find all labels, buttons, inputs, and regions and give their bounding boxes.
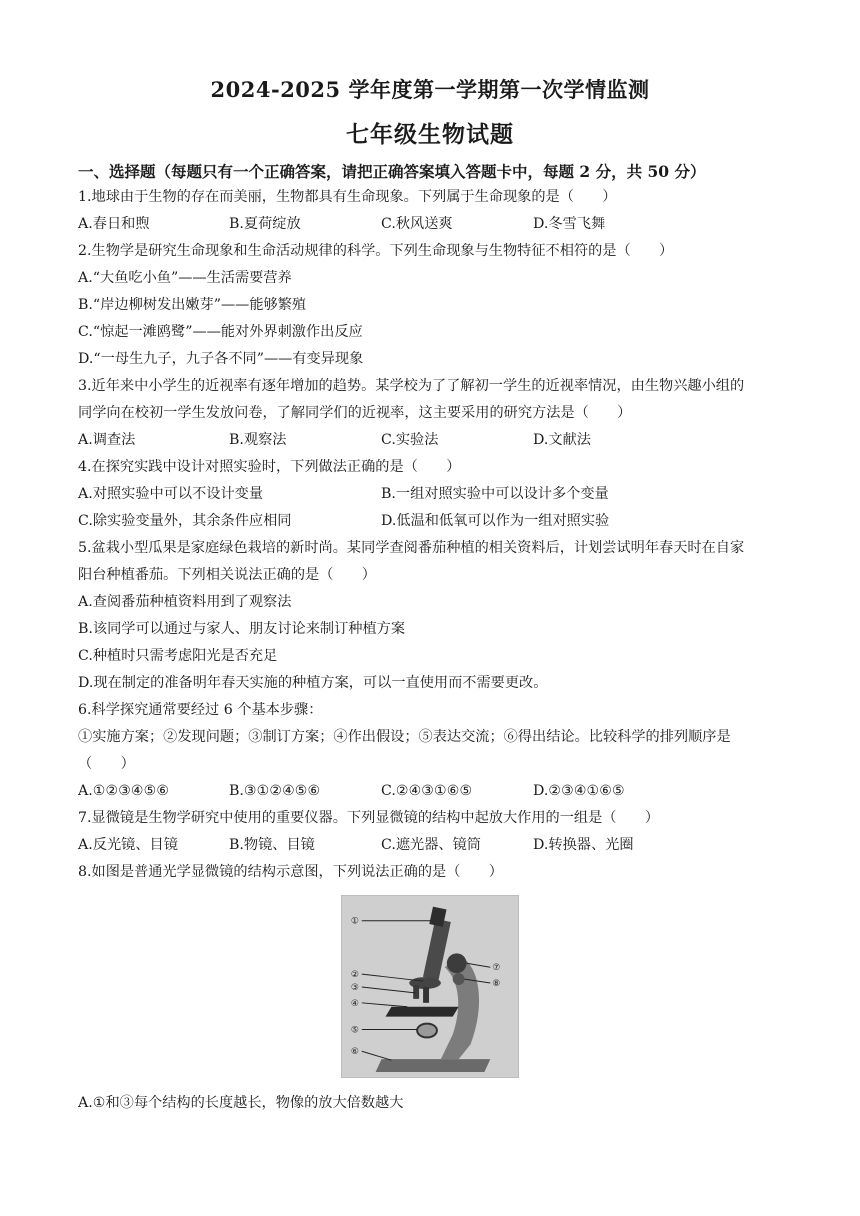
label-line-2 [362, 974, 423, 981]
question-1-option-d: D.冬雪飞舞 [533, 216, 606, 232]
question-4-option-d: D.低温和低氧可以作为一组对照实验 [381, 513, 610, 529]
question-8-stem: 8.如图是普通光学显微镜的结构示意图，下列说法正确的是（ ） [78, 864, 503, 880]
question-3-stem-line2: 同学向在校初一学生发放问卷，了解同学们的近视率，这主要采用的研究方法是（ ） [78, 405, 632, 421]
figure-label-8: ⑧ [492, 979, 501, 990]
question-4-option-b: B.一组对照实验中可以设计多个变量 [381, 486, 609, 502]
question-2-option-d: D.“一母生九子，九子各不同”——有变异现象 [78, 351, 364, 367]
coarse-focus-knob [447, 953, 467, 973]
question-5-stem-line1: 5.盆栽小型瓜果是家庭绿色栽培的新时尚。某同学查阅番茄种植的相关资料后，计划尝试明年春天时在自家 [78, 540, 745, 556]
question-5-stem-line2: 阳台种植番茄。下列相关说法正确的是（ ） [78, 567, 376, 583]
question-5-option-d: D.现在制定的准备明年春天实施的种植方案，可以一直使用而不需要更改。 [78, 675, 548, 691]
question-3-option-c: C.实验法 [381, 432, 439, 448]
objective-lens-1 [413, 985, 419, 999]
question-5-option-a: A.查阅番茄种植资料用到了观察法 [78, 594, 292, 610]
microscope-mirror [417, 1024, 437, 1038]
question-3-option-d: D.文献法 [533, 432, 591, 448]
fine-focus-knob [453, 973, 465, 985]
question-5-option-b: B.该同学可以通过与家人、朋友讨论来制订种植方案 [78, 621, 406, 637]
question-6-stem-line1: 6.科学探究通常要经过 6 个基本步骤： [78, 702, 323, 718]
question-1-option-b: B.夏荷绽放 [229, 216, 301, 232]
microscope-diagram [342, 896, 518, 1077]
question-2-stem: 2.生物学是研究生命现象和生命活动规律的科学。下列生命现象与生物特征不相符的是（ ） [78, 243, 674, 259]
section-heading: 一、选择题（每题只有一个正确答案，请把正确答案填入答题卡中，每题 2 分，共 50 分） [78, 162, 706, 181]
question-5-option-c: C.种植时只需考虑阳光是否充足 [78, 648, 278, 664]
question-7-option-b: B.物镜、目镜 [229, 837, 315, 853]
microscope-body-tube [423, 919, 451, 980]
question-3-option-a: A.调查法 [78, 432, 136, 448]
question-7-option-d: D.转换器、光圈 [533, 837, 634, 853]
figure-label-6: ⑥ [350, 1047, 359, 1058]
question-1-stem: 1.地球由于生物的存在而美丽，生物都具有生命现象。下列属于生命现象的是（ ） [78, 189, 617, 205]
question-2-option-c: C.“惊起一滩鸥鹭”——能对外界刺激作出反应 [78, 324, 363, 340]
question-4-stem: 4.在探究实践中设计对照实验时，下列做法正确的是（ ） [78, 459, 461, 475]
exam-subtitle: 七年级生物试题 [346, 121, 514, 148]
figure-label-4: ④ [350, 998, 359, 1009]
question-7-option-c: C.遮光器、镜筒 [381, 837, 481, 853]
figure-label-3: ③ [350, 982, 359, 993]
question-2-option-a: A.“大鱼吃小鱼”——生活需要营养 [78, 270, 292, 286]
question-6-stem-line3: （ ） [78, 756, 135, 772]
question-6-option-b: B.③①②④⑤⑥ [229, 783, 321, 799]
label-line-6 [362, 1051, 392, 1060]
microscope-stage [386, 1007, 459, 1017]
question-4-option-c: C.除实验变量外，其余条件应相同 [78, 513, 292, 529]
question-6-option-d: D.②③④①⑥⑤ [533, 783, 625, 799]
question-6-stem-line2: ①实施方案；②发现问题；③制订方案；④作出假设；⑤表达交流；⑥得出结论。比较科学的排列顺序是 [78, 729, 731, 745]
question-6-option-c: C.②④③①⑥⑤ [381, 783, 473, 799]
question-3-stem-line1: 3.近年来中小学生的近视率有逐年增加的趋势。某学校为了了解初一学生的近视率情况，由生物兴趣小组的 [78, 378, 745, 394]
microscope-figure [341, 895, 519, 1078]
figure-label-5: ⑤ [350, 1025, 359, 1036]
exam-title: 2024-2025 学年度第一学期第一次学情监测 [210, 77, 650, 102]
question-1-option-a: A.春日和煦 [78, 216, 150, 232]
figure-label-1: ① [350, 916, 359, 927]
figure-label-7: ⑦ [492, 963, 501, 974]
question-7-stem: 7.显微镜是生物学研究中使用的重要仪器。下列显微镜的结构中起放大作用的一组是（ ） [78, 810, 660, 826]
question-2-option-b: B.“岸边柳树发出嫩芽”——能够繁殖 [78, 297, 307, 313]
question-6-option-a: A.①②③④⑤⑥ [78, 783, 170, 799]
label-line-4 [362, 1003, 407, 1007]
label-line-3 [362, 987, 415, 993]
question-8-option-a: A.①和③每个结构的长度越长，物像的放大倍数越大 [78, 1095, 404, 1111]
figure-label-2: ② [350, 970, 359, 981]
objective-lens-2 [423, 987, 429, 1003]
microscope-base [376, 1059, 491, 1072]
question-7-option-a: A.反光镜、目镜 [78, 837, 178, 853]
question-4-option-a: A.对照实验中可以不设计变量 [78, 486, 264, 502]
question-3-option-b: B.观察法 [229, 432, 287, 448]
question-1-option-c: C.秋风送爽 [381, 216, 453, 232]
